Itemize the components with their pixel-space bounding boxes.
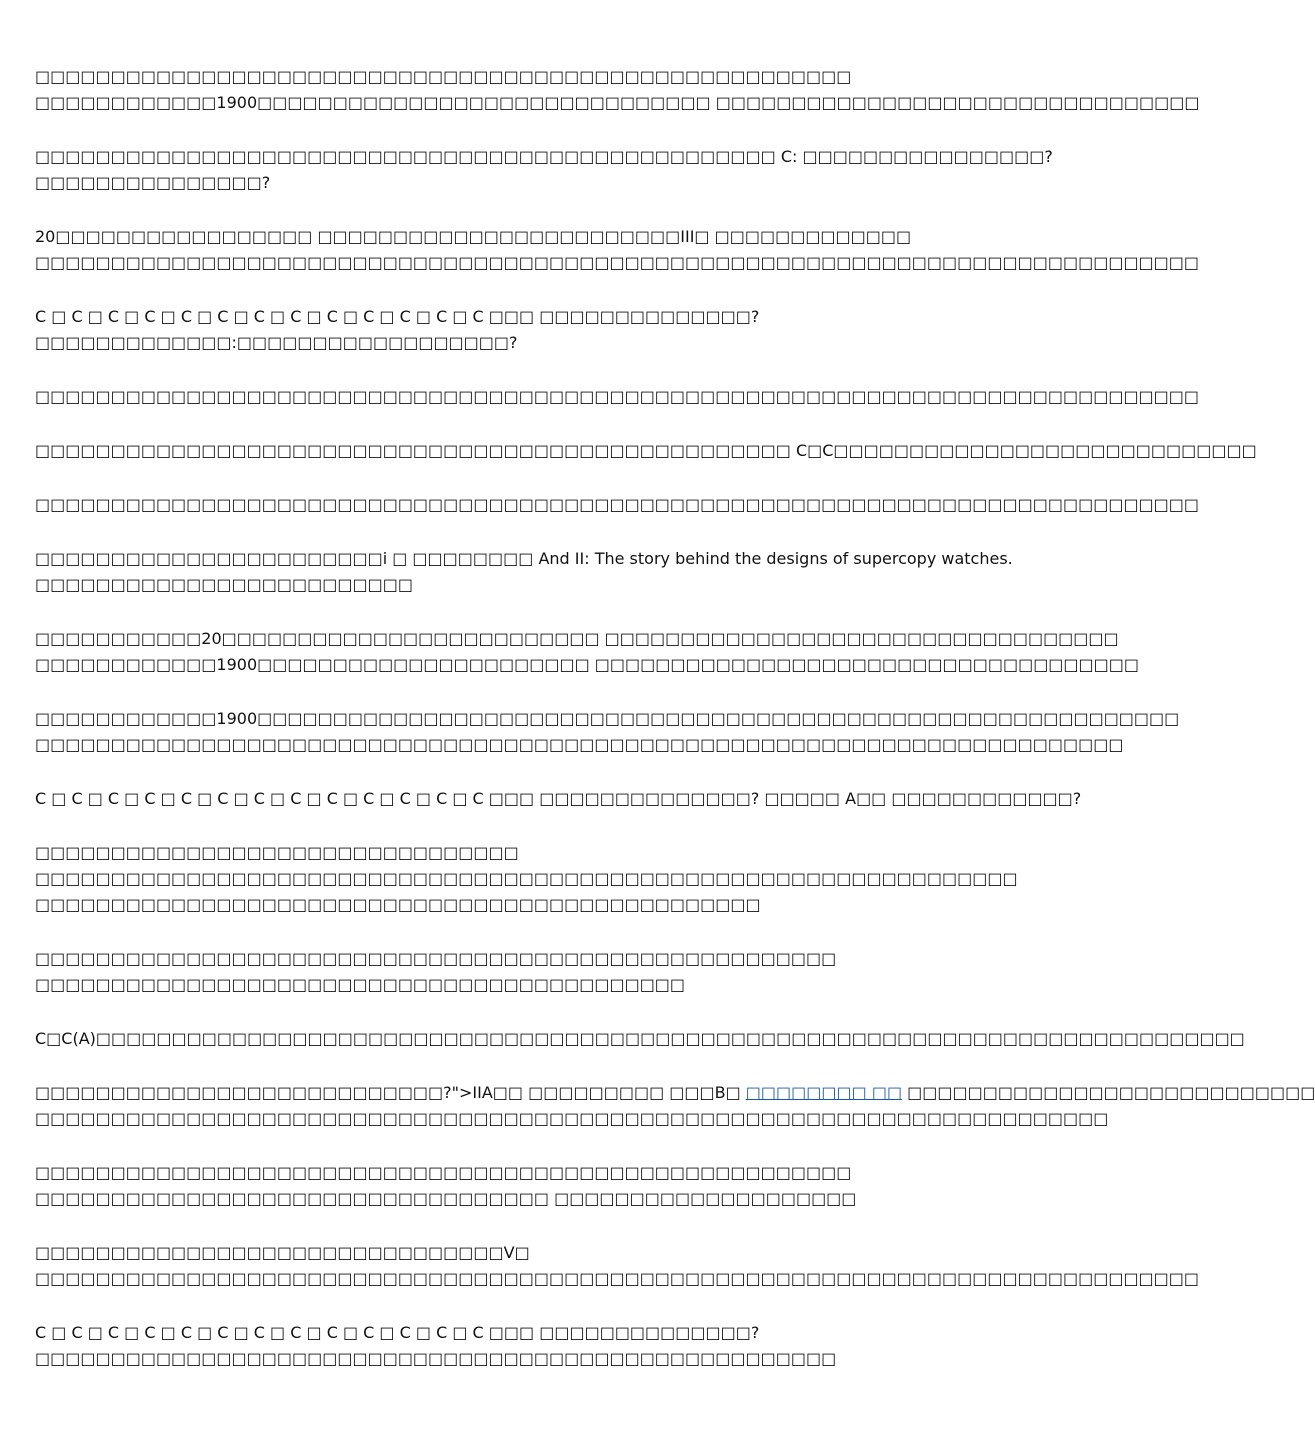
paragraph <box>35 1160 990 1212</box>
text-line: □□□□□□□□□□□□□□□□□□□□□□□□□□□□□□□V□ <box>35 1243 530 1262</box>
paragraph <box>35 224 1200 276</box>
paragraph <box>35 706 1180 758</box>
text-line: □□□□□□□□□□□□□□□□□□□□□□□□□□□□□□□□□□□□□□□□□□□□□□□□ <box>35 895 761 914</box>
text-line: □□□□□□□□□□□□□□□□□□□□□□□□□□□□□□□□□□□□□□□□□□□□□□□□□□□□□□□□□□□□□□□□□□□□□□□□□□□□□ <box>35 1269 1200 1288</box>
text-line: □□□□□□□□□□□□□:□□□□□□□□□□□□□□□□□□? <box>35 333 518 352</box>
text-line: □□□□□□□□□□□□□□□□□□□□□□□□□□□□□□□□□□□□□□□□□□□□□□□□□□□□□□□□□□□□□□□□□ <box>35 869 1018 888</box>
text-line: □□□□□□□□□□□□□□□□□□□□□□□□□□□□□□□□□□□□□□□□□□□ <box>35 975 686 994</box>
paragraph <box>35 946 990 998</box>
text-line: 20□□□□□□□□□□□□□□□□□ □□□□□□□□□□□□□□□□□□□□□□□□III□ □□□□□□□□□□□□□ <box>35 227 912 246</box>
paragraph <box>35 438 1257 464</box>
text-line: □□□□□□□□□□□□□□□□□□□□□□□□□□□□□□□□□□□□□□□□□□□□□□□□□□□□□□□□□□□□□□□□□□□□□□□□ <box>35 735 1124 754</box>
text-line: □□□□□□□□□□□□□□□□□□□□□□□□□□□□□□□□ <box>35 843 519 862</box>
paragraph <box>35 384 1200 410</box>
text-line: □□□□□□□□□□□□□□□□□□□□□□□□□□□□□□□□□□□□□□□□□□□□□□□□□ C: □□□□□□□□□□□□□□□□? <box>35 147 1053 166</box>
text-line: □□□□□□□□□□□□1900□□□□□□□□□□□□□□□□□□□□□□□□□□□□□□ □□□□□□□□□□□□□□□□□□□□□□□□□□□□□□□□ <box>35 93 1200 112</box>
text-line: □□□□□□□□□□□□□□□□□□□□□□□□□□□□□□□□□□□□□□□□□□□□□□□□□□□□□□ <box>35 1163 852 1182</box>
paragraph <box>35 144 1053 196</box>
text-line: □□□□□□□□□□□□□□□□□□□□□□□□□□□□□□□□□□ □□□□□□□□□□□□□□□□□□□□ <box>35 1189 857 1208</box>
text-line: □□□□□□□□□□□20□□□□□□□□□□□□□□□□□□□□□□□□□ □□□□□□□□□□□□□□□□□□□□□□□□□□□□□□□□□□ <box>35 629 1119 648</box>
text-segment: □□□□□□□□□□□□□□□□□□□□□□□□□□□?">IIA□□ □□□□□□□□□ □□□B□ <box>35 1083 746 1102</box>
text-line: □□□□□□□□□□□□□□□□□□□□□□□□□□□□□□□□□□□□□□□□□□□□□□□□□□□□□ <box>35 1349 837 1368</box>
text-line: □□□□□□□□□□□□□□□□□□□□□□□□□ <box>35 575 413 594</box>
text-line: □□□□□□□□□□□□1900□□□□□□□□□□□□□□□□□□□□□□□□□□□□□□□□□□□□□□□□□□□□□□□□□□□□□□□□□□□□□ <box>35 709 1180 728</box>
text-line: C □ C □ C □ C □ C □ C □ C □ C □ C □ C □ C □ C □ C □□□ □□□□□□□□□□□□□□? <box>35 1323 760 1342</box>
paragraph <box>35 1320 990 1372</box>
text-line: □□□□□□□□□□□□□□□□□□□□□□□□□□□□□□□□□□□□□□□□□□□□□□□□□□□□□□□□□□□□□□□□□□□□□□□□□□□□□ <box>35 253 1200 272</box>
text-line: C □ C □ C □ C □ C □ C □ C □ C □ C □ C □ C □ C □ C □□□ □□□□□□□□□□□□□□? □□□□□ A□□ □□□□□□□□□□□□? <box>35 789 1082 808</box>
paragraph <box>35 786 1082 812</box>
text-line: □□□□□□□□□□□□□□□□□□□□□□□□□□□□□□□□□□□□□□□□□□□□□□□□□□ C□C□□□□□□□□□□□□□□□□□□□□□□□□□□□□ <box>35 441 1257 460</box>
paragraph <box>35 64 1200 116</box>
text-line: C□C(A)□□□□□□□□□□□□□□□□□□□□□□□□□□□□□□□□□□□□□□□□□□□□□□□□□□□□□□□□□□□□□□□□□□□□□□□□□□□□ <box>35 1029 1245 1048</box>
text-line: □□□□□□□□□□□□□□□□□□□□□□□□□□□□□□□□□□□□□□□□□□□□□□□□□□□□□□ <box>35 67 852 86</box>
paragraph <box>35 626 1140 678</box>
paragraph <box>35 492 1200 518</box>
paragraph <box>35 304 990 356</box>
text-line: □□□□□□□□□□□□1900□□□□□□□□□□□□□□□□□□□□□□ □□□□□□□□□□□□□□□□□□□□□□□□□□□□□□□□□□□□ <box>35 655 1140 674</box>
text-line: □□□□□□□□□□□□□□□□□□□□□□□□□□□□□□□□□□□□□□□□□□□□□□□□□□□□□□□□□□□□□□□□□□□□□□□□□□□□□ <box>35 387 1200 406</box>
text-line: C □ C □ C □ C □ C □ C □ C □ C □ C □ C □ C □ C □ C □□□ □□□□□□□□□□□□□□? <box>35 307 760 326</box>
text-segment: □□□□□□□□□□□□□□□□□□□□□□□□□□□ <box>902 1083 1315 1102</box>
paragraph <box>35 546 1013 598</box>
paragraph <box>35 1080 1315 1132</box>
text-line: □□□□□□□□□□□□□□□? <box>35 173 271 192</box>
article-body <box>35 64 1315 1400</box>
text-line: □□□□□□□□□□□□□□□□□□□□□□□□□□□□□□□□□□□□□□□□□□□□□□□□□□□□□□□□□□□□□□□□□□□□□□□□□□□□□ <box>35 495 1200 514</box>
text-line: □□□□□□□□□□□□□□□□□□□□□□□i □ □□□□□□□□ And II: The story behind the designs of supercopy watches. <box>35 549 1013 568</box>
inline-link[interactable]: □□□□□□□□ □□ <box>745 1083 903 1102</box>
paragraph <box>35 1240 1200 1292</box>
paragraph <box>35 1026 1245 1052</box>
text-line: □□□□□□□□□□□□□□□□□□□□□□□□□□□□□□□□□□□□□□□□□□□□□□□□□□□□□ <box>35 949 837 968</box>
paragraph <box>35 840 1018 918</box>
text-line: □□□□□□□□□□□□□□□□□□□□□□□□□□□□□□□□□□□□□□□□□□□□□□□□□□□□□□□□□□□□□□□□□□□□□□□ <box>35 1109 1109 1128</box>
text-line <box>35 1080 1315 1106</box>
